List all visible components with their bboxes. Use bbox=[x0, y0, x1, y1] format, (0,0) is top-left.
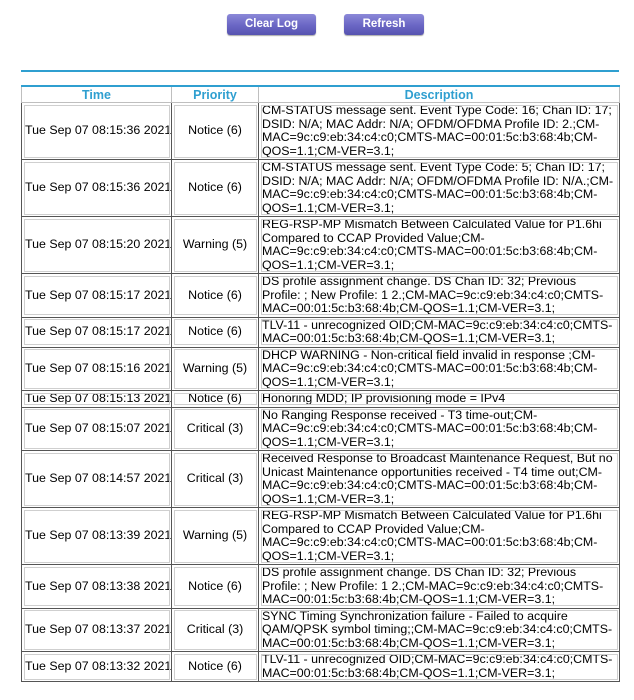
cell-priority: Notice (6) bbox=[172, 317, 259, 347]
table-row bbox=[22, 508, 620, 565]
cell-priority: Warning (5) bbox=[172, 347, 259, 391]
table-row bbox=[22, 160, 620, 217]
cell-description: DHCP WARNING - Non-critical field invalid in response ;CM-MAC=9c:c9:eb:34:c4:c0;CMTS-MAC=00:01:5c:b3:68:4b;CM-QOS=1.1;CM-VER=3.1; bbox=[259, 347, 620, 391]
cell-description: No Ranging Response received - T3 time-out;CM-MAC=9c:c9:eb:34:c4:c0;CMTS-MAC=00:01:5c:b3:68:4b;CM-QOS=1.1;CM-VER=3.1; bbox=[259, 407, 620, 451]
cell-description: TLV-11 - unrecognized OID;CM-MAC=9c:c9:eb:34:c4:c0;CMTS-MAC=00:01:5c:b3:68:4b;CM-QOS=1.1;CM-VER=3.1; bbox=[259, 652, 620, 682]
cell-priority: Critical (3) bbox=[172, 608, 259, 652]
cell-description: REG-RSP-MP Mismatch Between Calculated Value for P1.6hi Compared to CCAP Provided Value;CM-MAC=9c:c9:eb:34:c4:c0;CMTS-MAC=00:01:5c:b3:68:4b;CM-QOS=1.1;CM-VER=3.1; bbox=[259, 217, 620, 274]
cell-description: DS profile assignment change. DS Chan ID: 32; Previous Profile: ; New Profile: 1 2.;CM-MAC=9c:c9:eb:34:c4:c0;CMTS-MAC=00:01:5c:b3:68:4b;CM-QOS=1.1;CM-VER=3.1; bbox=[259, 565, 620, 609]
column-header-time: Time bbox=[22, 86, 172, 103]
cell-description: TLV-11 - unrecognized OID;CM-MAC=9c:c9:eb:34:c4:c0;CMTS-MAC=00:01:5c:b3:68:4b;CM-QOS=1.1;CM-VER=3.1; bbox=[259, 317, 620, 347]
table-header-row bbox=[22, 86, 620, 103]
table-row bbox=[22, 217, 620, 274]
cell-description: DS profile assignment change. DS Chan ID: 32; Previous Profile: ; New Profile: 1 2.;CM-MAC=9c:c9:eb:34:c4:c0;CMTS-MAC=00:01:5c:b3:68:4b;CM-QOS=1.1;CM-VER=3.1; bbox=[259, 274, 620, 318]
cell-time: Tue Sep 07 08:14:57 2021 bbox=[22, 451, 172, 508]
cell-time: Tue Sep 07 08:13:37 2021 bbox=[22, 608, 172, 652]
section-divider bbox=[21, 70, 619, 72]
cell-time: Tue Sep 07 08:15:17 2021 bbox=[22, 274, 172, 318]
table-row bbox=[22, 652, 620, 682]
cell-time: Tue Sep 07 08:15:17 2021 bbox=[22, 317, 172, 347]
cell-time: Tue Sep 07 08:15:36 2021 bbox=[22, 103, 172, 160]
refresh-button[interactable]: Refresh bbox=[344, 14, 424, 35]
cell-priority: Notice (6) bbox=[172, 160, 259, 217]
cell-priority: Notice (6) bbox=[172, 391, 259, 408]
cell-time: Tue Sep 07 08:15:20 2021 bbox=[22, 217, 172, 274]
table-row bbox=[22, 103, 620, 160]
cell-time: Tue Sep 07 08:13:39 2021 bbox=[22, 508, 172, 565]
column-header-priority: Priority bbox=[172, 86, 259, 103]
cell-time: Tue Sep 07 08:15:36 2021 bbox=[22, 160, 172, 217]
cell-time: Tue Sep 07 08:13:38 2021 bbox=[22, 565, 172, 609]
column-header-description: Description bbox=[259, 86, 620, 103]
cell-description: Honoring MDD; IP provisioning mode = IPv4 bbox=[259, 391, 620, 408]
table-row bbox=[22, 608, 620, 652]
cell-priority: Critical (3) bbox=[172, 451, 259, 508]
log-toolbar bbox=[0, 14, 634, 36]
cell-priority: Warning (5) bbox=[172, 217, 259, 274]
cell-description: REG-RSP-MP Mismatch Between Calculated Value for P1.6hi Compared to CCAP Provided Value;CM-MAC=9c:c9:eb:34:c4:c0;CMTS-MAC=00:01:5c:b3:68:4b;CM-QOS=1.1;CM-VER=3.1; bbox=[259, 508, 620, 565]
cell-priority: Notice (6) bbox=[172, 274, 259, 318]
cell-time: Tue Sep 07 08:15:13 2021 bbox=[22, 391, 172, 408]
table-row bbox=[22, 317, 620, 347]
table-row bbox=[22, 347, 620, 391]
cell-time: Tue Sep 07 08:15:16 2021 bbox=[22, 347, 172, 391]
clear-log-button[interactable]: Clear Log bbox=[227, 14, 316, 35]
cell-description: CM-STATUS message sent. Event Type Code: 5; Chan ID: 17; DSID: N/A; MAC Addr: N/A; OFDM/OFDMA Profile ID: N/A.;CM-MAC=9c:c9:eb:34:c4:c0;CMTS-MAC=00:01:5c:b3:68:4b;CM-QOS=1.1;CM-VER=3.1; bbox=[259, 160, 620, 217]
cell-priority: Critical (3) bbox=[172, 407, 259, 451]
table-row bbox=[22, 407, 620, 451]
cell-description: Received Response to Broadcast Maintenance Request, But no Unicast Maintenance opportunities received - T4 time out;CM-MAC=9c:c9:eb:34:c4:c0;CMTS-MAC=00:01:5c:b3:68:4b;CM-QOS=1.1;CM-VER=3.1; bbox=[259, 451, 620, 508]
cell-time: Tue Sep 07 08:15:07 2021 bbox=[22, 407, 172, 451]
table-row bbox=[22, 565, 620, 609]
cell-description: CM-STATUS message sent. Event Type Code: 16; Chan ID: 17; DSID: N/A; MAC Addr: N/A; OFDM/OFDMA Profile ID: 2.;CM-MAC=9c:c9:eb:34:c4:c0;CMTS-MAC=00:01:5c:b3:68:4b;CM-QOS=1.1;CM-VER=3.1; bbox=[259, 103, 620, 160]
cell-priority: Notice (6) bbox=[172, 652, 259, 682]
table-row bbox=[22, 451, 620, 508]
table-row bbox=[22, 391, 620, 408]
cell-priority: Notice (6) bbox=[172, 565, 259, 609]
table-row bbox=[22, 274, 620, 318]
cell-priority: Warning (5) bbox=[172, 508, 259, 565]
event-log-table bbox=[21, 85, 620, 682]
cell-time: Tue Sep 07 08:13:32 2021 bbox=[22, 652, 172, 682]
cell-priority: Notice (6) bbox=[172, 103, 259, 160]
cell-description: SYNC Timing Synchronization failure - Failed to acquire QAM/QPSK symbol timing;;CM-MAC=9c:c9:eb:34:c4:c0;CMTS-MAC=00:01:5c:b3:68:4b;CM-QOS=1.1;CM-VER=3.1; bbox=[259, 608, 620, 652]
